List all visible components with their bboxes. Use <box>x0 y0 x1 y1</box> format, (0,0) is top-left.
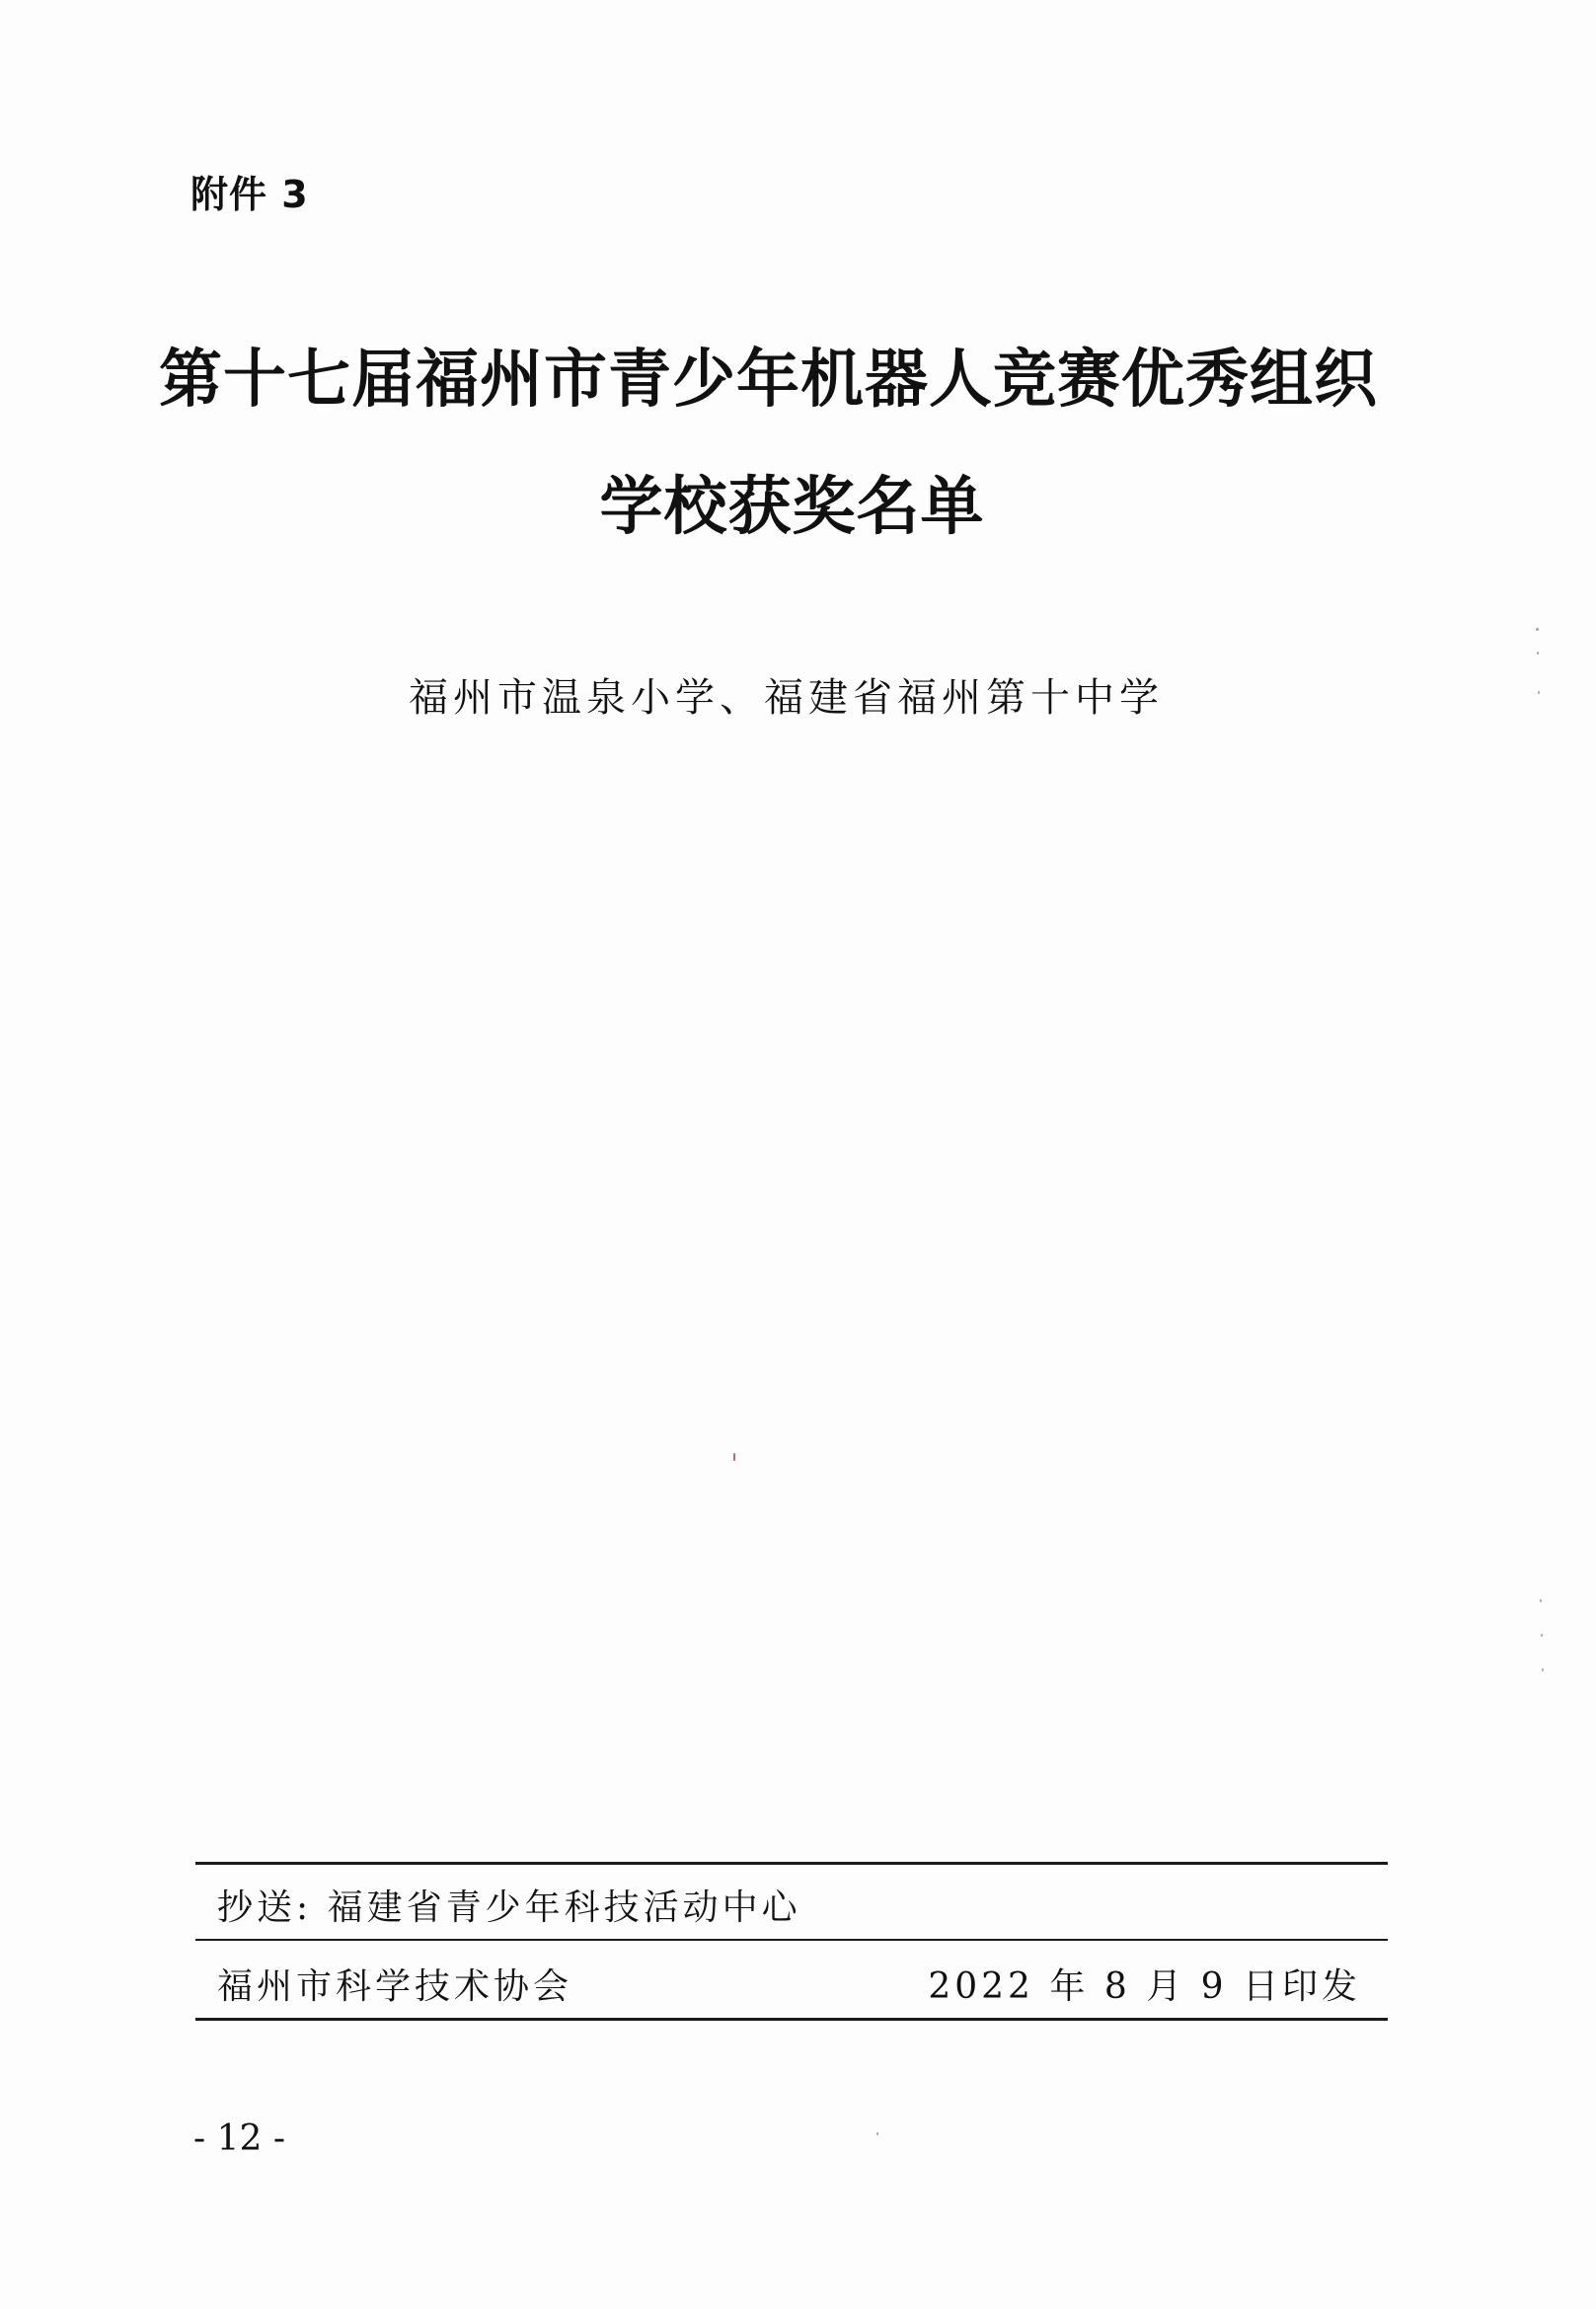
scan-speck <box>1537 652 1539 654</box>
attachment-label: 附件 3 <box>190 173 309 216</box>
scan-speck <box>1542 1668 1544 1671</box>
scan-speck <box>1541 1634 1543 1637</box>
issuing-organization: 福州市科学技术协会 <box>217 1966 573 2007</box>
footer-middle-rule <box>195 1939 1388 1941</box>
scan-speck <box>876 2132 878 2135</box>
document-title-line-1: 第十七届福州市青少年机器人竞赛优秀组织 <box>159 343 1378 417</box>
scan-speck <box>733 1453 735 1461</box>
scan-speck <box>1536 628 1539 631</box>
footer-top-rule <box>195 1862 1388 1865</box>
cc-line: 抄送: 福建省青少年科技活动中心 <box>217 1887 801 1928</box>
footer-bottom-rule <box>195 2018 1388 2021</box>
scan-speck <box>1538 691 1540 694</box>
document-title-line-2: 学校获奖名单 <box>599 470 985 544</box>
page-number: - 12 - <box>193 2118 286 2159</box>
issue-date: 2022 年 8 月 9 日印发 <box>928 1966 1361 2007</box>
award-school-list: 福州市温泉小学、福建省福州第十中学 <box>409 675 1164 721</box>
scan-speck <box>1540 1599 1542 1602</box>
